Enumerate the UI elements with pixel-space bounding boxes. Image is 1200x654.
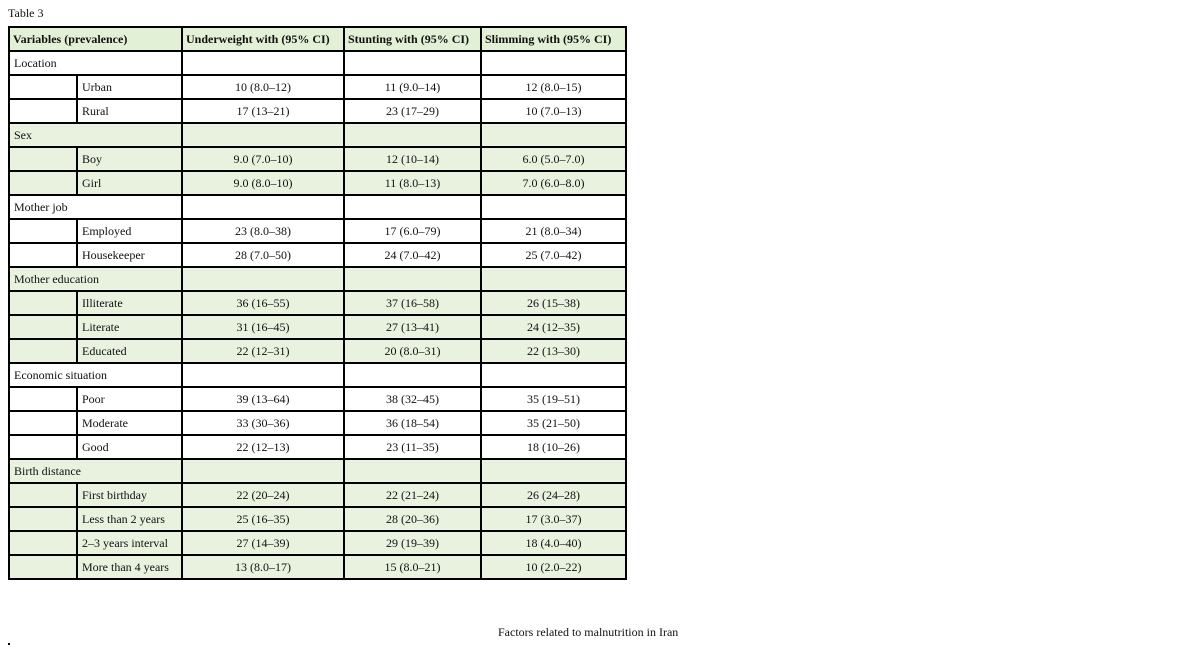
- row-label: Good: [77, 435, 182, 459]
- value-cell: 25 (7.0–42): [481, 243, 626, 267]
- empty-cell: [182, 195, 344, 219]
- empty-cell: [344, 123, 481, 147]
- empty-cell: [182, 363, 344, 387]
- table-row: [9, 387, 626, 411]
- value-cell: 22 (13–30): [481, 339, 626, 363]
- group-row: [9, 459, 626, 483]
- indent-cell: [9, 291, 77, 315]
- row-label: Boy: [77, 147, 182, 171]
- value-cell: 20 (8.0–31): [344, 339, 481, 363]
- value-cell: 10 (8.0–12): [182, 75, 344, 99]
- value-cell: 17 (13–21): [182, 99, 344, 123]
- table-row: [9, 315, 626, 339]
- value-cell: 31 (16–45): [182, 315, 344, 339]
- column-header: Underweight with (95% CI): [182, 27, 344, 51]
- table-row: [9, 531, 626, 555]
- value-cell: 35 (19–51): [481, 387, 626, 411]
- value-cell: 24 (7.0–42): [344, 243, 481, 267]
- table-row: [9, 147, 626, 171]
- row-label: Illiterate: [77, 291, 182, 315]
- group-row: [9, 363, 626, 387]
- empty-cell: [344, 459, 481, 483]
- empty-cell: [182, 51, 344, 75]
- empty-cell: [481, 51, 626, 75]
- indent-cell: [9, 483, 77, 507]
- indent-cell: [9, 243, 77, 267]
- indent-cell: [9, 315, 77, 339]
- row-label: 2–3 years interval: [77, 531, 182, 555]
- group-row: [9, 267, 626, 291]
- value-cell: 38 (32–45): [344, 387, 481, 411]
- row-label: Educated: [77, 339, 182, 363]
- value-cell: 9.0 (8.0–10): [182, 171, 344, 195]
- value-cell: 9.0 (7.0–10): [182, 147, 344, 171]
- value-cell: 25 (16–35): [182, 507, 344, 531]
- value-cell: 36 (18–54): [344, 411, 481, 435]
- value-cell: 21 (8.0–34): [481, 219, 626, 243]
- group-label: Mother education: [9, 267, 182, 291]
- group-label: Birth distance: [9, 459, 182, 483]
- value-cell: 7.0 (6.0–8.0): [481, 171, 626, 195]
- indent-cell: [9, 387, 77, 411]
- indent-cell: [9, 75, 77, 99]
- indent-cell: [9, 99, 77, 123]
- value-cell: 23 (8.0–38): [182, 219, 344, 243]
- row-label: Rural: [77, 99, 182, 123]
- indent-cell: [9, 531, 77, 555]
- group-row: [9, 51, 626, 75]
- value-cell: 15 (8.0–21): [344, 555, 481, 579]
- value-cell: 26 (15–38): [481, 291, 626, 315]
- indent-cell: [9, 411, 77, 435]
- table-body: [9, 27, 626, 579]
- empty-cell: [344, 363, 481, 387]
- row-label: Urban: [77, 75, 182, 99]
- row-label: Less than 2 years: [77, 507, 182, 531]
- empty-cell: [481, 195, 626, 219]
- value-cell: 27 (14–39): [182, 531, 344, 555]
- value-cell: 18 (4.0–40): [481, 531, 626, 555]
- table-row: [9, 435, 626, 459]
- value-cell: 23 (17–29): [344, 99, 481, 123]
- value-cell: 6.0 (5.0–7.0): [481, 147, 626, 171]
- value-cell: 36 (16–55): [182, 291, 344, 315]
- value-cell: 17 (6.0–79): [344, 219, 481, 243]
- value-cell: 33 (30–36): [182, 411, 344, 435]
- group-label: Sex: [9, 123, 182, 147]
- table-row: [9, 99, 626, 123]
- group-row: [9, 123, 626, 147]
- row-label: More than 4 years: [77, 555, 182, 579]
- value-cell: 22 (21–24): [344, 483, 481, 507]
- table-row: [9, 411, 626, 435]
- table-row: [9, 507, 626, 531]
- indent-cell: [9, 507, 77, 531]
- value-cell: 27 (13–41): [344, 315, 481, 339]
- table-row: [9, 171, 626, 195]
- table-row: [9, 219, 626, 243]
- empty-cell: [481, 267, 626, 291]
- value-cell: 22 (20–24): [182, 483, 344, 507]
- row-label: Moderate: [77, 411, 182, 435]
- value-cell: 18 (10–26): [481, 435, 626, 459]
- empty-cell: [481, 459, 626, 483]
- value-cell: 12 (8.0–15): [481, 75, 626, 99]
- row-label: Literate: [77, 315, 182, 339]
- table-footer-caption: Factors related to malnutrition in Iran: [498, 625, 679, 639]
- value-cell: 37 (16–58): [344, 291, 481, 315]
- group-label: Economic situation: [9, 363, 182, 387]
- empty-cell: [344, 267, 481, 291]
- data-table: [8, 26, 627, 580]
- table-row: [9, 339, 626, 363]
- empty-cell: [481, 363, 626, 387]
- value-cell: 10 (2.0–22): [481, 555, 626, 579]
- value-cell: 39 (13–64): [182, 387, 344, 411]
- value-cell: 10 (7.0–13): [481, 99, 626, 123]
- indent-cell: [9, 555, 77, 579]
- table-header-row: [9, 27, 626, 51]
- table-row: [9, 291, 626, 315]
- row-label: Girl: [77, 171, 182, 195]
- value-cell: 23 (11–35): [344, 435, 481, 459]
- table-row: [9, 75, 626, 99]
- indent-cell: [9, 435, 77, 459]
- empty-cell: [182, 123, 344, 147]
- indent-cell: [9, 147, 77, 171]
- row-label: First birthday: [77, 483, 182, 507]
- column-header: Variables (prevalence): [9, 27, 182, 51]
- column-header: Slimming with (95% CI): [481, 27, 626, 51]
- value-cell: 22 (12–13): [182, 435, 344, 459]
- row-label: Employed: [77, 219, 182, 243]
- value-cell: 29 (19–39): [344, 531, 481, 555]
- indent-cell: [9, 171, 77, 195]
- empty-cell: [344, 195, 481, 219]
- table-row: [9, 483, 626, 507]
- group-row: [9, 195, 626, 219]
- empty-cell: [481, 123, 626, 147]
- value-cell: 12 (10–14): [344, 147, 481, 171]
- indent-cell: [9, 219, 77, 243]
- table-title: Table 3: [8, 6, 44, 20]
- value-cell: 11 (8.0–13): [344, 171, 481, 195]
- group-label: Mother job: [9, 195, 182, 219]
- empty-cell: [344, 51, 481, 75]
- footer-dot: [8, 643, 10, 645]
- value-cell: 35 (21–50): [481, 411, 626, 435]
- group-label: Location: [9, 51, 182, 75]
- indent-cell: [9, 339, 77, 363]
- table-row: [9, 243, 626, 267]
- table-row: [9, 555, 626, 579]
- empty-cell: [182, 459, 344, 483]
- value-cell: 28 (7.0–50): [182, 243, 344, 267]
- column-header: Stunting with (95% CI): [344, 27, 481, 51]
- value-cell: 11 (9.0–14): [344, 75, 481, 99]
- value-cell: 13 (8.0–17): [182, 555, 344, 579]
- empty-cell: [182, 267, 344, 291]
- value-cell: 22 (12–31): [182, 339, 344, 363]
- value-cell: 24 (12–35): [481, 315, 626, 339]
- row-label: Poor: [77, 387, 182, 411]
- value-cell: 26 (24–28): [481, 483, 626, 507]
- row-label: Housekeeper: [77, 243, 182, 267]
- value-cell: 28 (20–36): [344, 507, 481, 531]
- value-cell: 17 (3.0–37): [481, 507, 626, 531]
